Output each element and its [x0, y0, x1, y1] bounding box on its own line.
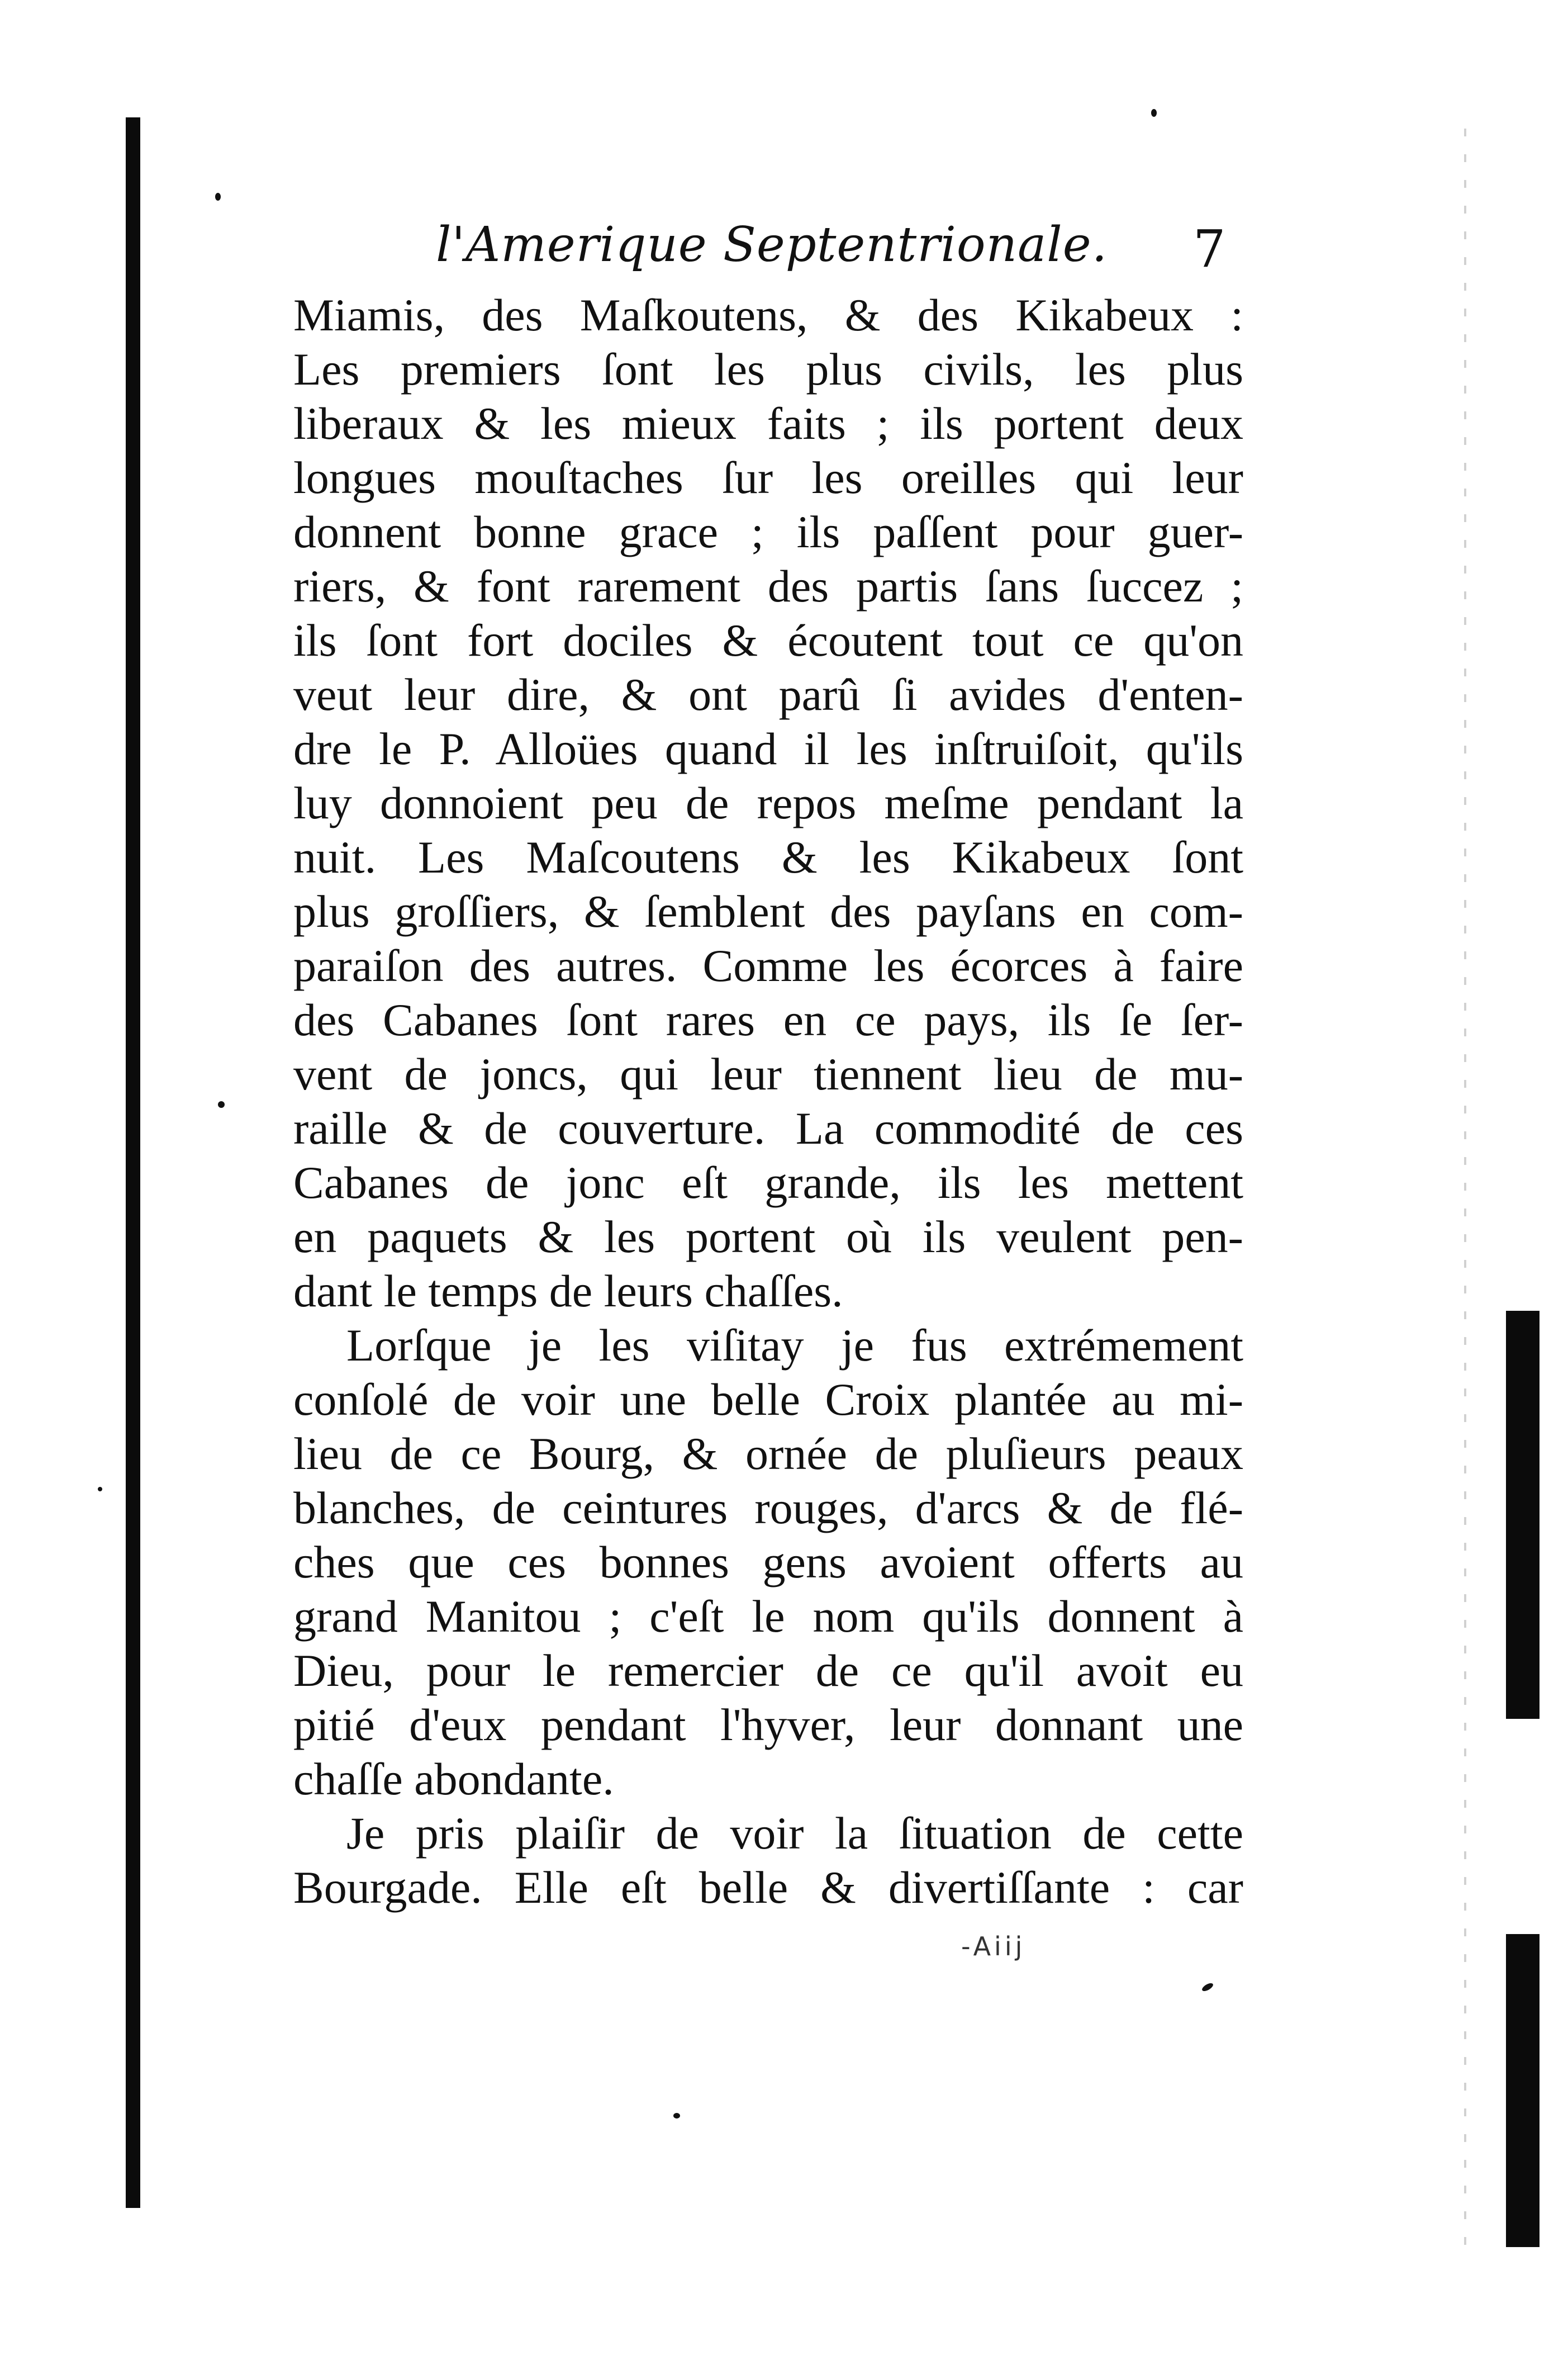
running-title: l'Amerique Septentrionale.	[436, 217, 1108, 273]
text-line: luy donnoient peu de repos meſme pendant la	[293, 778, 1243, 828]
scan-dark-strip	[1506, 1934, 1540, 2247]
text-line: Les premiers ſont les plus civils, les plus	[293, 344, 1243, 395]
scan-speck	[218, 1101, 225, 1108]
page-number: 7	[1193, 219, 1226, 279]
text-line: en paquets & les portent où ils veulent pen-	[293, 1211, 1243, 1262]
text-line: grand Manitou ; c'eſt le nom qu'ils donnent à	[293, 1591, 1243, 1642]
scan-speck	[1201, 1982, 1214, 1993]
text-line: Miamis, des Maſkoutens, & des Kikabeux :	[293, 290, 1243, 340]
text-line: raille & de couverture. La commodité de ces	[293, 1103, 1243, 1154]
text-line: Bourgade. Elle eſt belle & divertiſſante : car	[293, 1862, 1243, 1913]
scan-speck	[98, 1487, 102, 1491]
text-line: blanches, de ceintures rouges, d'arcs & de flé-	[293, 1482, 1243, 1533]
text-line: plus groſſiers, & ſemblent des payſans en com-	[293, 886, 1243, 937]
text-line: Je pris plaiſir de voir la ſituation de cette	[346, 1808, 1243, 1859]
text-line: Cabanes de jonc eſt grande, ils les mettent	[293, 1157, 1243, 1208]
signature-mark: -Aiij	[961, 1931, 1026, 1961]
body-text	[293, 288, 1243, 1914]
text-line: nuit. Les Maſcoutens & les Kikabeux ſont	[293, 832, 1243, 883]
text-line: Lorſque je les viſitay je fus extrémement	[346, 1320, 1243, 1371]
text-line: riers, & font rarement des partis ſans ſuccez ;	[293, 561, 1243, 612]
text-line: pitié d'eux pendant l'hyver, leur donnant une	[293, 1699, 1243, 1750]
text-line: Dieu, pour le remercier de ce qu'il avoit eu	[293, 1645, 1243, 1696]
text-line: liberaux & les mieux faits ; ils portent deux	[293, 398, 1243, 449]
text-line: paraiſon des autres. Comme les écorces à faire	[293, 940, 1243, 991]
text-line: conſolé de voir une belle Croix plantée au mi-	[293, 1374, 1243, 1425]
text-line: veut leur dire, & ont parû ſi avides d'enten-	[293, 669, 1243, 720]
scan-speck	[673, 2113, 680, 2119]
text-line: ils ſont fort dociles & écoutent tout ce qu'on	[293, 615, 1243, 666]
scan-speck	[1151, 109, 1157, 117]
text-line: des Cabanes ſont rares en ce pays, ils ſe ſer-	[293, 994, 1243, 1045]
text-line: donnent bonne grace ; ils paſſent pour guer-	[293, 506, 1243, 557]
text-line: dant le temps de leurs chaſſes.	[293, 1266, 843, 1316]
scan-dark-strip	[1506, 1311, 1540, 1719]
text-line: lieu de ce Bourg, & ornée de pluſieurs peaux	[293, 1428, 1243, 1479]
scan-binding-edge	[126, 117, 140, 2208]
scan-speck	[215, 193, 221, 201]
scan-page-edge	[1464, 129, 1466, 2253]
text-line: chaſſe abondante.	[293, 1754, 614, 1804]
text-line: ches que ces bonnes gens avoient offerts au	[293, 1537, 1243, 1587]
text-line: dre le P. Alloües quand il les inſtruiſoit, qu'ils	[293, 723, 1243, 774]
text-line: vent de joncs, qui leur tiennent lieu de mu-	[293, 1049, 1243, 1100]
text-line: longues mouſtaches ſur les oreilles qui leur	[293, 452, 1243, 503]
